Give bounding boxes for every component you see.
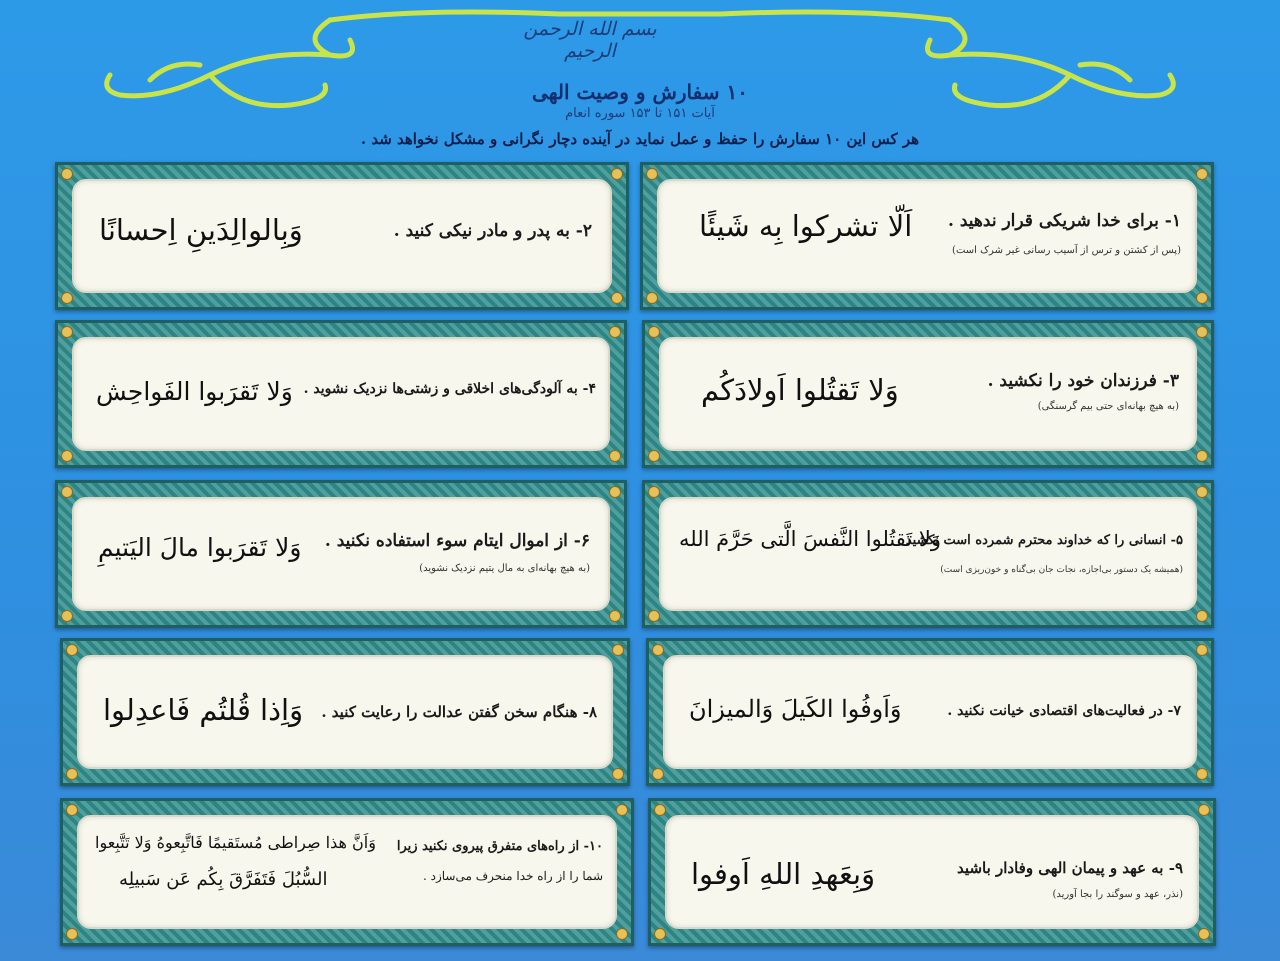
quran-verse: وَبِعَهدِ اللهِ اَوفوا (691, 857, 876, 891)
corner-ornament-icon (66, 644, 78, 656)
commandment-card-2 (55, 162, 629, 310)
bismillah: بسم الله الرحمن الرحیم (523, 18, 657, 62)
commandment-note: (پس از کشتن و ترس از آسیب رسانی غیر شرک است) (952, 245, 1181, 256)
corner-ornament-icon (654, 804, 666, 816)
page-title: ۱۰ سفارش و وصیت الهی (532, 80, 748, 104)
quran-verse: اَلّا تشرکوا بِه شَیئًا (699, 209, 913, 243)
commandment-text: ۳- فرزندان خود را نکشید . (987, 371, 1179, 391)
card-panel (77, 815, 617, 929)
quran-verse: وَلا تَقرَبوا الفَواحِش (96, 377, 293, 406)
quran-verse: وَاَوفُوا الکَیلَ وَالمیزانَ (689, 695, 902, 723)
corner-ornament-icon (654, 928, 666, 940)
commandment-card-7 (646, 638, 1214, 786)
commandment-card-8 (60, 638, 630, 786)
corner-ornament-icon (646, 168, 658, 180)
corner-ornament-icon (1196, 292, 1208, 304)
commandment-card-3 (642, 320, 1214, 468)
corner-ornament-icon (66, 804, 78, 816)
quran-verse: وَلا تَقتُلوا النَّفسَ الَّتی حَرَّمَ الله (679, 527, 941, 551)
corner-ornament-icon (1196, 326, 1208, 338)
corner-ornament-icon (1196, 486, 1208, 498)
corner-ornament-icon (1196, 768, 1208, 780)
card-panel (665, 815, 1199, 929)
corner-ornament-icon (646, 292, 658, 304)
pledge-text: هر کس این ۱۰ سفارش را حفظ و عمل نماید در آینده دچار نگرانی و مشکل نخواهد شد . (360, 130, 920, 148)
corner-ornament-icon (609, 450, 621, 462)
corner-ornament-icon (61, 486, 73, 498)
commandment-text: ۲- به پدر و مادر نیکی کنید . (393, 221, 592, 241)
corner-ornament-icon (609, 610, 621, 622)
commandment-text: ۹- به عهد و پیمان الهی وفادار باشید (957, 859, 1183, 877)
corner-ornament-icon (61, 168, 73, 180)
corner-ornament-icon (1198, 804, 1210, 816)
card-panel (659, 337, 1197, 451)
commandment-note: (نذر، عهد و سوگند را بجا آورید) (1052, 889, 1183, 900)
quran-verse: وَاَنَّ هذا صِراطی مُستَقیمًا فَاتَّبِعوهُ وَلا تَتَّبِعوا (95, 833, 376, 852)
commandment-card-10 (60, 798, 634, 946)
corner-ornament-icon (648, 450, 660, 462)
corner-ornament-icon (616, 804, 628, 816)
corner-ornament-icon (66, 768, 78, 780)
commandment-card-6 (55, 480, 627, 628)
corner-ornament-icon (612, 644, 624, 656)
corner-ornament-icon (612, 768, 624, 780)
corner-ornament-icon (616, 928, 628, 940)
commandment-card-5 (642, 480, 1214, 628)
corner-ornament-icon (61, 326, 73, 338)
corner-ornament-icon (611, 168, 623, 180)
commandment-text: ۶- از اموال ایتام سوء استفاده نکنید . (324, 531, 590, 551)
corner-ornament-icon (609, 326, 621, 338)
card-panel (657, 179, 1197, 293)
corner-ornament-icon (61, 450, 73, 462)
corner-ornament-icon (61, 610, 73, 622)
card-panel (77, 655, 613, 769)
card-panel (663, 655, 1197, 769)
corner-ornament-icon (648, 326, 660, 338)
corner-ornament-icon (1196, 610, 1208, 622)
commandment-text: ۵- انسانی را که خداوند محترم شمرده است نکشید . (896, 533, 1183, 548)
quran-verse-continued: السُّبُلَ فَتَفَرَّقَ بِکُم عَن سَبیلِه (119, 869, 328, 890)
corner-ornament-icon (611, 292, 623, 304)
commandment-text: ۱۰- از راه‌های متفرق پیروی نکنید زیرا (396, 839, 603, 854)
commandment-card-4 (55, 320, 627, 468)
quran-verse: وَلا تَقتُلوا اَولادَکُم (701, 373, 899, 407)
corner-ornament-icon (648, 610, 660, 622)
corner-ornament-icon (1196, 450, 1208, 462)
corner-ornament-icon (66, 928, 78, 940)
commandment-text: ۷- در فعالیت‌های اقتصادی خیانت نکنید . (947, 703, 1181, 719)
page-subtitle: آیات ۱۵۱ تا ۱۵۳ سوره انعام (565, 106, 715, 121)
card-panel (659, 497, 1197, 611)
corner-ornament-icon (652, 768, 664, 780)
commandment-text: ۸- هنگام سخن گفتن عدالت را رعایت کنید . (321, 703, 597, 721)
quran-verse: وَلا تَقرَبوا مالَ الیَتیمِ (98, 533, 302, 562)
card-panel (72, 497, 610, 611)
commandment-note: (به هیچ بهانه‌ای به مال یتیم نزدیک نشوید) (419, 563, 590, 574)
corner-ornament-icon (1196, 168, 1208, 180)
card-panel (72, 179, 612, 293)
quran-verse: وَبِالوالِدَینِ اِحسانًا (99, 213, 303, 247)
corner-ornament-icon (1196, 644, 1208, 656)
corner-ornament-icon (648, 486, 660, 498)
commandment-note: شما را از راه خدا منحرف می‌سازد . (422, 869, 603, 883)
quran-verse: وَاِذا قُلتُم فَاعدِلوا (103, 693, 304, 727)
commandment-card-9 (648, 798, 1216, 946)
commandment-text: ۴- به آلودگی‌های اخلاقی و زشتی‌ها نزدیک نشوید . (303, 381, 596, 397)
corner-ornament-icon (609, 486, 621, 498)
commandment-note: (به هیچ بهانه‌ای حتی بیم گرسنگی) (1037, 401, 1179, 412)
corner-ornament-icon (1198, 928, 1210, 940)
card-panel (72, 337, 610, 451)
commandment-text: ۱- برای خدا شریکی قرار ندهید . (948, 211, 1181, 231)
corner-ornament-icon (61, 292, 73, 304)
commandment-note: (همیشه یک دستور بی‌اجازه، نجات جان بی‌گناه و خون‌ریزی است) (940, 565, 1183, 575)
commandment-card-1 (640, 162, 1214, 310)
header (0, 0, 1280, 160)
corner-ornament-icon (652, 644, 664, 656)
